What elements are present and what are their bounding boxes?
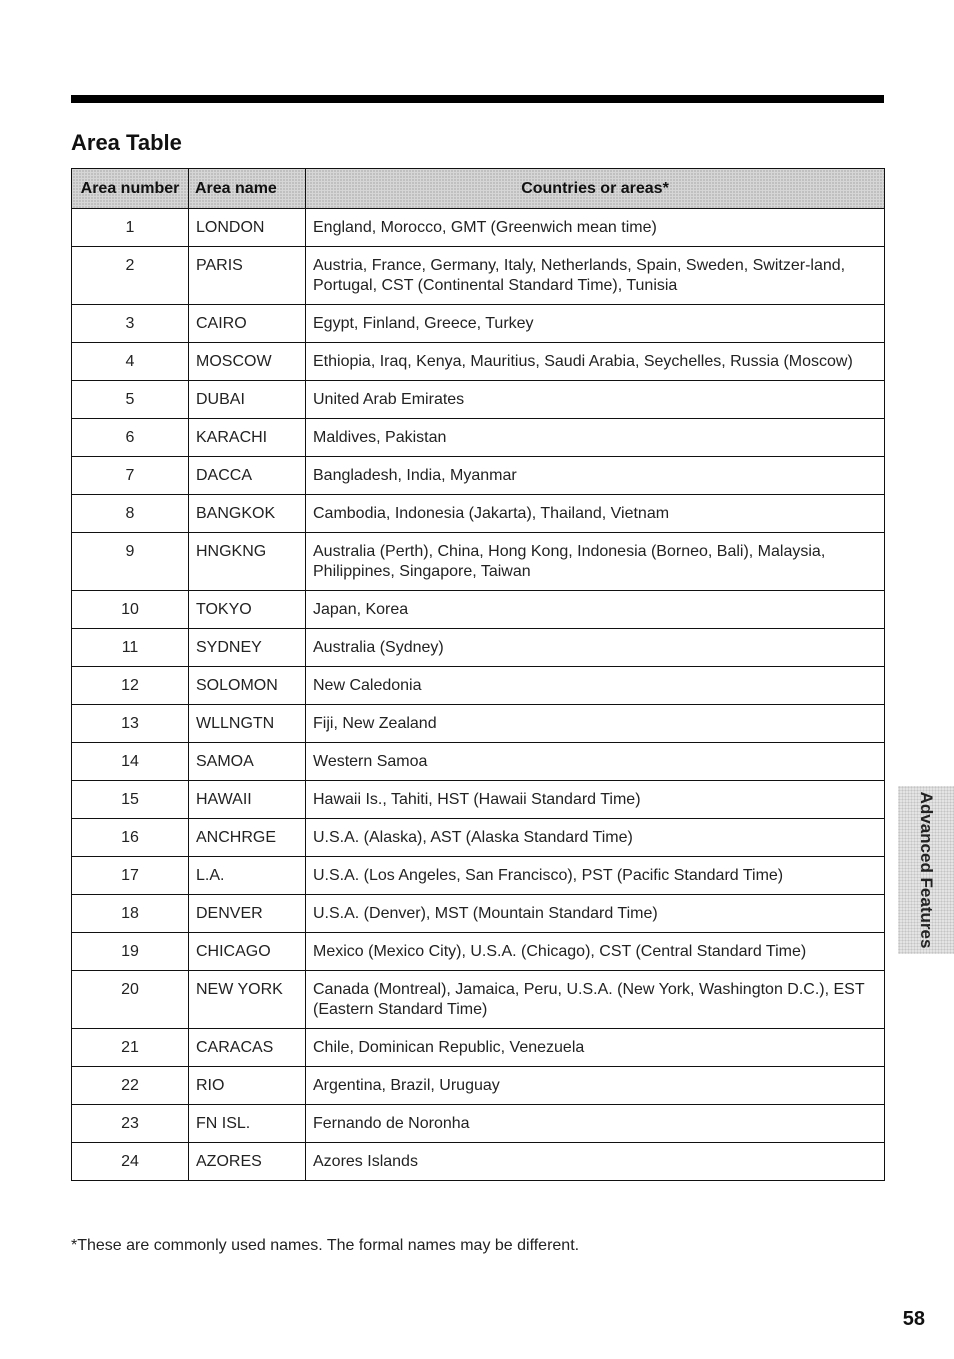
area-number-cell: 22 <box>72 1067 189 1105</box>
footnote: *These are commonly used names. The formal names may be different. <box>71 1237 580 1254</box>
area-name-cell: L.A. <box>189 857 306 895</box>
area-name-cell: TOKYO <box>189 591 306 629</box>
table-row <box>72 857 885 895</box>
area-number-cell: 20 <box>72 971 189 1029</box>
area-name-cell: PARIS <box>189 247 306 305</box>
area-name-cell: MOSCOW <box>189 343 306 381</box>
table-row <box>72 343 885 381</box>
countries-cell: Bangladesh, India, Myanmar <box>306 457 885 495</box>
area-number-cell: 15 <box>72 781 189 819</box>
area-name-cell: HNGKNG <box>189 533 306 591</box>
table-row <box>72 1105 885 1143</box>
area-name-cell: NEW YORK <box>189 971 306 1029</box>
area-name-cell: CAIRO <box>189 305 306 343</box>
area-number-cell: 23 <box>72 1105 189 1143</box>
area-name-cell: CARACAS <box>189 1029 306 1067</box>
table-row <box>72 495 885 533</box>
table-row <box>72 743 885 781</box>
countries-cell: United Arab Emirates <box>306 381 885 419</box>
header-area-number: Area number <box>72 169 189 209</box>
table-row <box>72 381 885 419</box>
countries-cell: Chile, Dominican Republic, Venezuela <box>306 1029 885 1067</box>
countries-cell: Egypt, Finland, Greece, Turkey <box>306 305 885 343</box>
page-title: Area Table <box>71 130 182 155</box>
area-number-cell: 2 <box>72 247 189 305</box>
header-area-name: Area name <box>189 169 306 209</box>
area-name-cell: WLLNGTN <box>189 705 306 743</box>
top-rule <box>71 95 884 103</box>
countries-cell: Japan, Korea <box>306 591 885 629</box>
area-number-cell: 7 <box>72 457 189 495</box>
countries-cell: Argentina, Brazil, Uruguay <box>306 1067 885 1105</box>
table-row <box>72 705 885 743</box>
area-name-cell: KARACHI <box>189 419 306 457</box>
header-countries: Countries or areas* <box>306 169 885 209</box>
page-number: 58 <box>902 1308 925 1330</box>
area-name-cell: AZORES <box>189 1143 306 1181</box>
area-number-cell: 17 <box>72 857 189 895</box>
countries-cell: Hawaii Is., Tahiti, HST (Hawaii Standard Time) <box>306 781 885 819</box>
table-row <box>72 1029 885 1067</box>
table-row <box>72 971 885 1029</box>
area-number-cell: 10 <box>72 591 189 629</box>
countries-cell: U.S.A. (Alaska), AST (Alaska Standard Time) <box>306 819 885 857</box>
table-row <box>72 533 885 591</box>
area-number-cell: 14 <box>72 743 189 781</box>
countries-cell: Azores Islands <box>306 1143 885 1181</box>
area-name-cell: ANCHRGE <box>189 819 306 857</box>
area-number-cell: 24 <box>72 1143 189 1181</box>
area-number-cell: 13 <box>72 705 189 743</box>
area-number-cell: 8 <box>72 495 189 533</box>
countries-cell: Fernando de Noronha <box>306 1105 885 1143</box>
table-row <box>72 591 885 629</box>
countries-cell: Australia (Sydney) <box>306 629 885 667</box>
area-name-cell: HAWAII <box>189 781 306 819</box>
section-tab <box>898 786 954 954</box>
table-row <box>72 209 885 247</box>
table-row <box>72 1067 885 1105</box>
countries-cell: Cambodia, Indonesia (Jakarta), Thailand, Vietnam <box>306 495 885 533</box>
countries-cell: New Caledonia <box>306 667 885 705</box>
countries-cell: U.S.A. (Los Angeles, San Francisco), PST (Pacific Standard Time) <box>306 857 885 895</box>
area-name-cell: CHICAGO <box>189 933 306 971</box>
table-row <box>72 781 885 819</box>
area-name-cell: SAMOA <box>189 743 306 781</box>
area-number-cell: 12 <box>72 667 189 705</box>
area-name-cell: SOLOMON <box>189 667 306 705</box>
table-row <box>72 819 885 857</box>
countries-cell: Mexico (Mexico City), U.S.A. (Chicago), CST (Central Standard Time) <box>306 933 885 971</box>
table-body <box>72 209 885 1181</box>
countries-cell: Austria, France, Germany, Italy, Netherlands, Spain, Sweden, Switzer-land, Portugal, CST (Continental Standard Time), Tunisia <box>306 247 885 305</box>
area-number-cell: 4 <box>72 343 189 381</box>
area-name-cell: RIO <box>189 1067 306 1105</box>
countries-cell: Fiji, New Zealand <box>306 705 885 743</box>
section-tab-label: Advanced Features <box>917 791 936 949</box>
countries-cell: Australia (Perth), China, Hong Kong, Indonesia (Borneo, Bali), Malaysia, Philippines, Singapore, Taiwan <box>306 533 885 591</box>
area-number-cell: 16 <box>72 819 189 857</box>
countries-cell: U.S.A. (Denver), MST (Mountain Standard Time) <box>306 895 885 933</box>
area-name-cell: BANGKOK <box>189 495 306 533</box>
table-row <box>72 1143 885 1181</box>
table-row <box>72 895 885 933</box>
area-table <box>71 168 885 1181</box>
area-number-cell: 1 <box>72 209 189 247</box>
area-name-cell: SYDNEY <box>189 629 306 667</box>
countries-cell: Maldives, Pakistan <box>306 419 885 457</box>
area-number-cell: 6 <box>72 419 189 457</box>
table-row <box>72 629 885 667</box>
table-row <box>72 457 885 495</box>
area-name-cell: DENVER <box>189 895 306 933</box>
area-number-cell: 18 <box>72 895 189 933</box>
area-name-cell: DACCA <box>189 457 306 495</box>
table-row <box>72 933 885 971</box>
countries-cell: England, Morocco, GMT (Greenwich mean time) <box>306 209 885 247</box>
table-row <box>72 667 885 705</box>
table-row <box>72 305 885 343</box>
area-number-cell: 21 <box>72 1029 189 1067</box>
table-row <box>72 247 885 305</box>
countries-cell: Canada (Montreal), Jamaica, Peru, U.S.A. (New York, Washington D.C.), EST (Eastern Standard Time) <box>306 971 885 1029</box>
table-header-row <box>72 169 885 209</box>
area-name-cell: FN ISL. <box>189 1105 306 1143</box>
area-name-cell: LONDON <box>189 209 306 247</box>
area-number-cell: 19 <box>72 933 189 971</box>
area-number-cell: 5 <box>72 381 189 419</box>
countries-cell: Ethiopia, Iraq, Kenya, Mauritius, Saudi Arabia, Seychelles, Russia (Moscow) <box>306 343 885 381</box>
area-number-cell: 11 <box>72 629 189 667</box>
area-number-cell: 9 <box>72 533 189 591</box>
area-name-cell: DUBAI <box>189 381 306 419</box>
countries-cell: Western Samoa <box>306 743 885 781</box>
area-number-cell: 3 <box>72 305 189 343</box>
table-row <box>72 419 885 457</box>
